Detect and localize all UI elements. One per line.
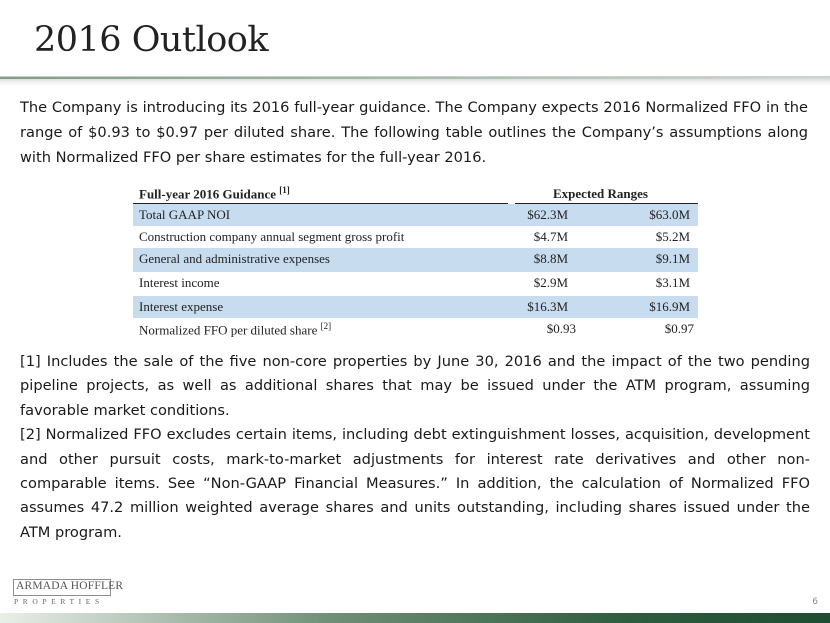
row-low-value: $62.3M (527, 207, 568, 222)
table-row (133, 272, 698, 296)
row-low-value: $8.8M (533, 251, 568, 266)
row-label: Interest income (139, 275, 220, 290)
table-row (133, 226, 698, 248)
footnotes (20, 350, 810, 545)
row-high-value: $9.1M (655, 251, 690, 266)
row-low-value: $4.7M (533, 229, 568, 244)
footnote-1: [1] Includes the sale of the five non-core properties by June 30, 2016 and the impact of the two pending pipeline projects, as well as additional shares that may be issued under the ATM program, assuming favorable market conditions. (20, 353, 810, 419)
row-footnote-marker: [2] (320, 321, 332, 331)
intro-paragraph: The Company is introducing its 2016 full-year guidance. The Company expects 2016 Normalized FFO in the range of $0.93 to $0.97 per diluted share. The following table outlines the Company’s assumptions along with Normalized FFO per share estimates for the full-year 2016. (20, 99, 808, 166)
row-low-value: $16.3M (527, 299, 568, 314)
guidance-table-header (133, 184, 698, 204)
row-label: Total GAAP NOI (139, 207, 231, 222)
row-high-value: $5.2M (655, 229, 690, 244)
header-expected-ranges: Expected Ranges (553, 186, 648, 201)
slide-title: 2016 Outlook (34, 20, 269, 60)
row-label: Interest expense (139, 299, 224, 314)
guidance-table (133, 184, 698, 340)
table-row (133, 204, 698, 226)
row-label: Construction company annual segment gross profit (139, 229, 405, 244)
row-high-value: $3.1M (655, 275, 690, 290)
row-label (139, 321, 331, 338)
row-high-value: $0.97 (664, 321, 694, 336)
table-row (133, 318, 698, 340)
row-label: General and administrative expenses (139, 251, 330, 266)
row-low-value: $2.9M (533, 275, 568, 290)
title-rule (0, 77, 830, 79)
row-high-value: $16.9M (649, 299, 690, 314)
logo-name: ARMADA HOFFLER (16, 580, 124, 592)
row-high-value: $63.0M (649, 207, 690, 222)
header-label-text: Full-year 2016 Guidance (139, 186, 280, 202)
row-low-value: $0.93 (546, 321, 576, 336)
logo-subtitle: PROPERTIES (14, 597, 104, 606)
footnote-2: [2] Normalized FFO excludes certain items, including debt extinguishment losses, acquisition, development and other pursuit costs, mark-to-market adjustments for interest rate derivatives and other non-comparable items. See “Non-GAAP Financial Measures.” In addition, the calculation of Normalized FFO assumes 47.2 million weighted average shares and units outstanding, including shares issued under the ATM program. (20, 426, 810, 541)
table-row (133, 248, 698, 272)
header-label (139, 185, 290, 202)
page-number: 6 (812, 597, 818, 607)
header-footnote-marker: [1] (279, 185, 290, 195)
row-label-text: Normalized FFO per diluted share (139, 322, 321, 338)
footer-bar (0, 613, 830, 623)
table-row (133, 296, 698, 318)
company-logo (13, 579, 124, 607)
